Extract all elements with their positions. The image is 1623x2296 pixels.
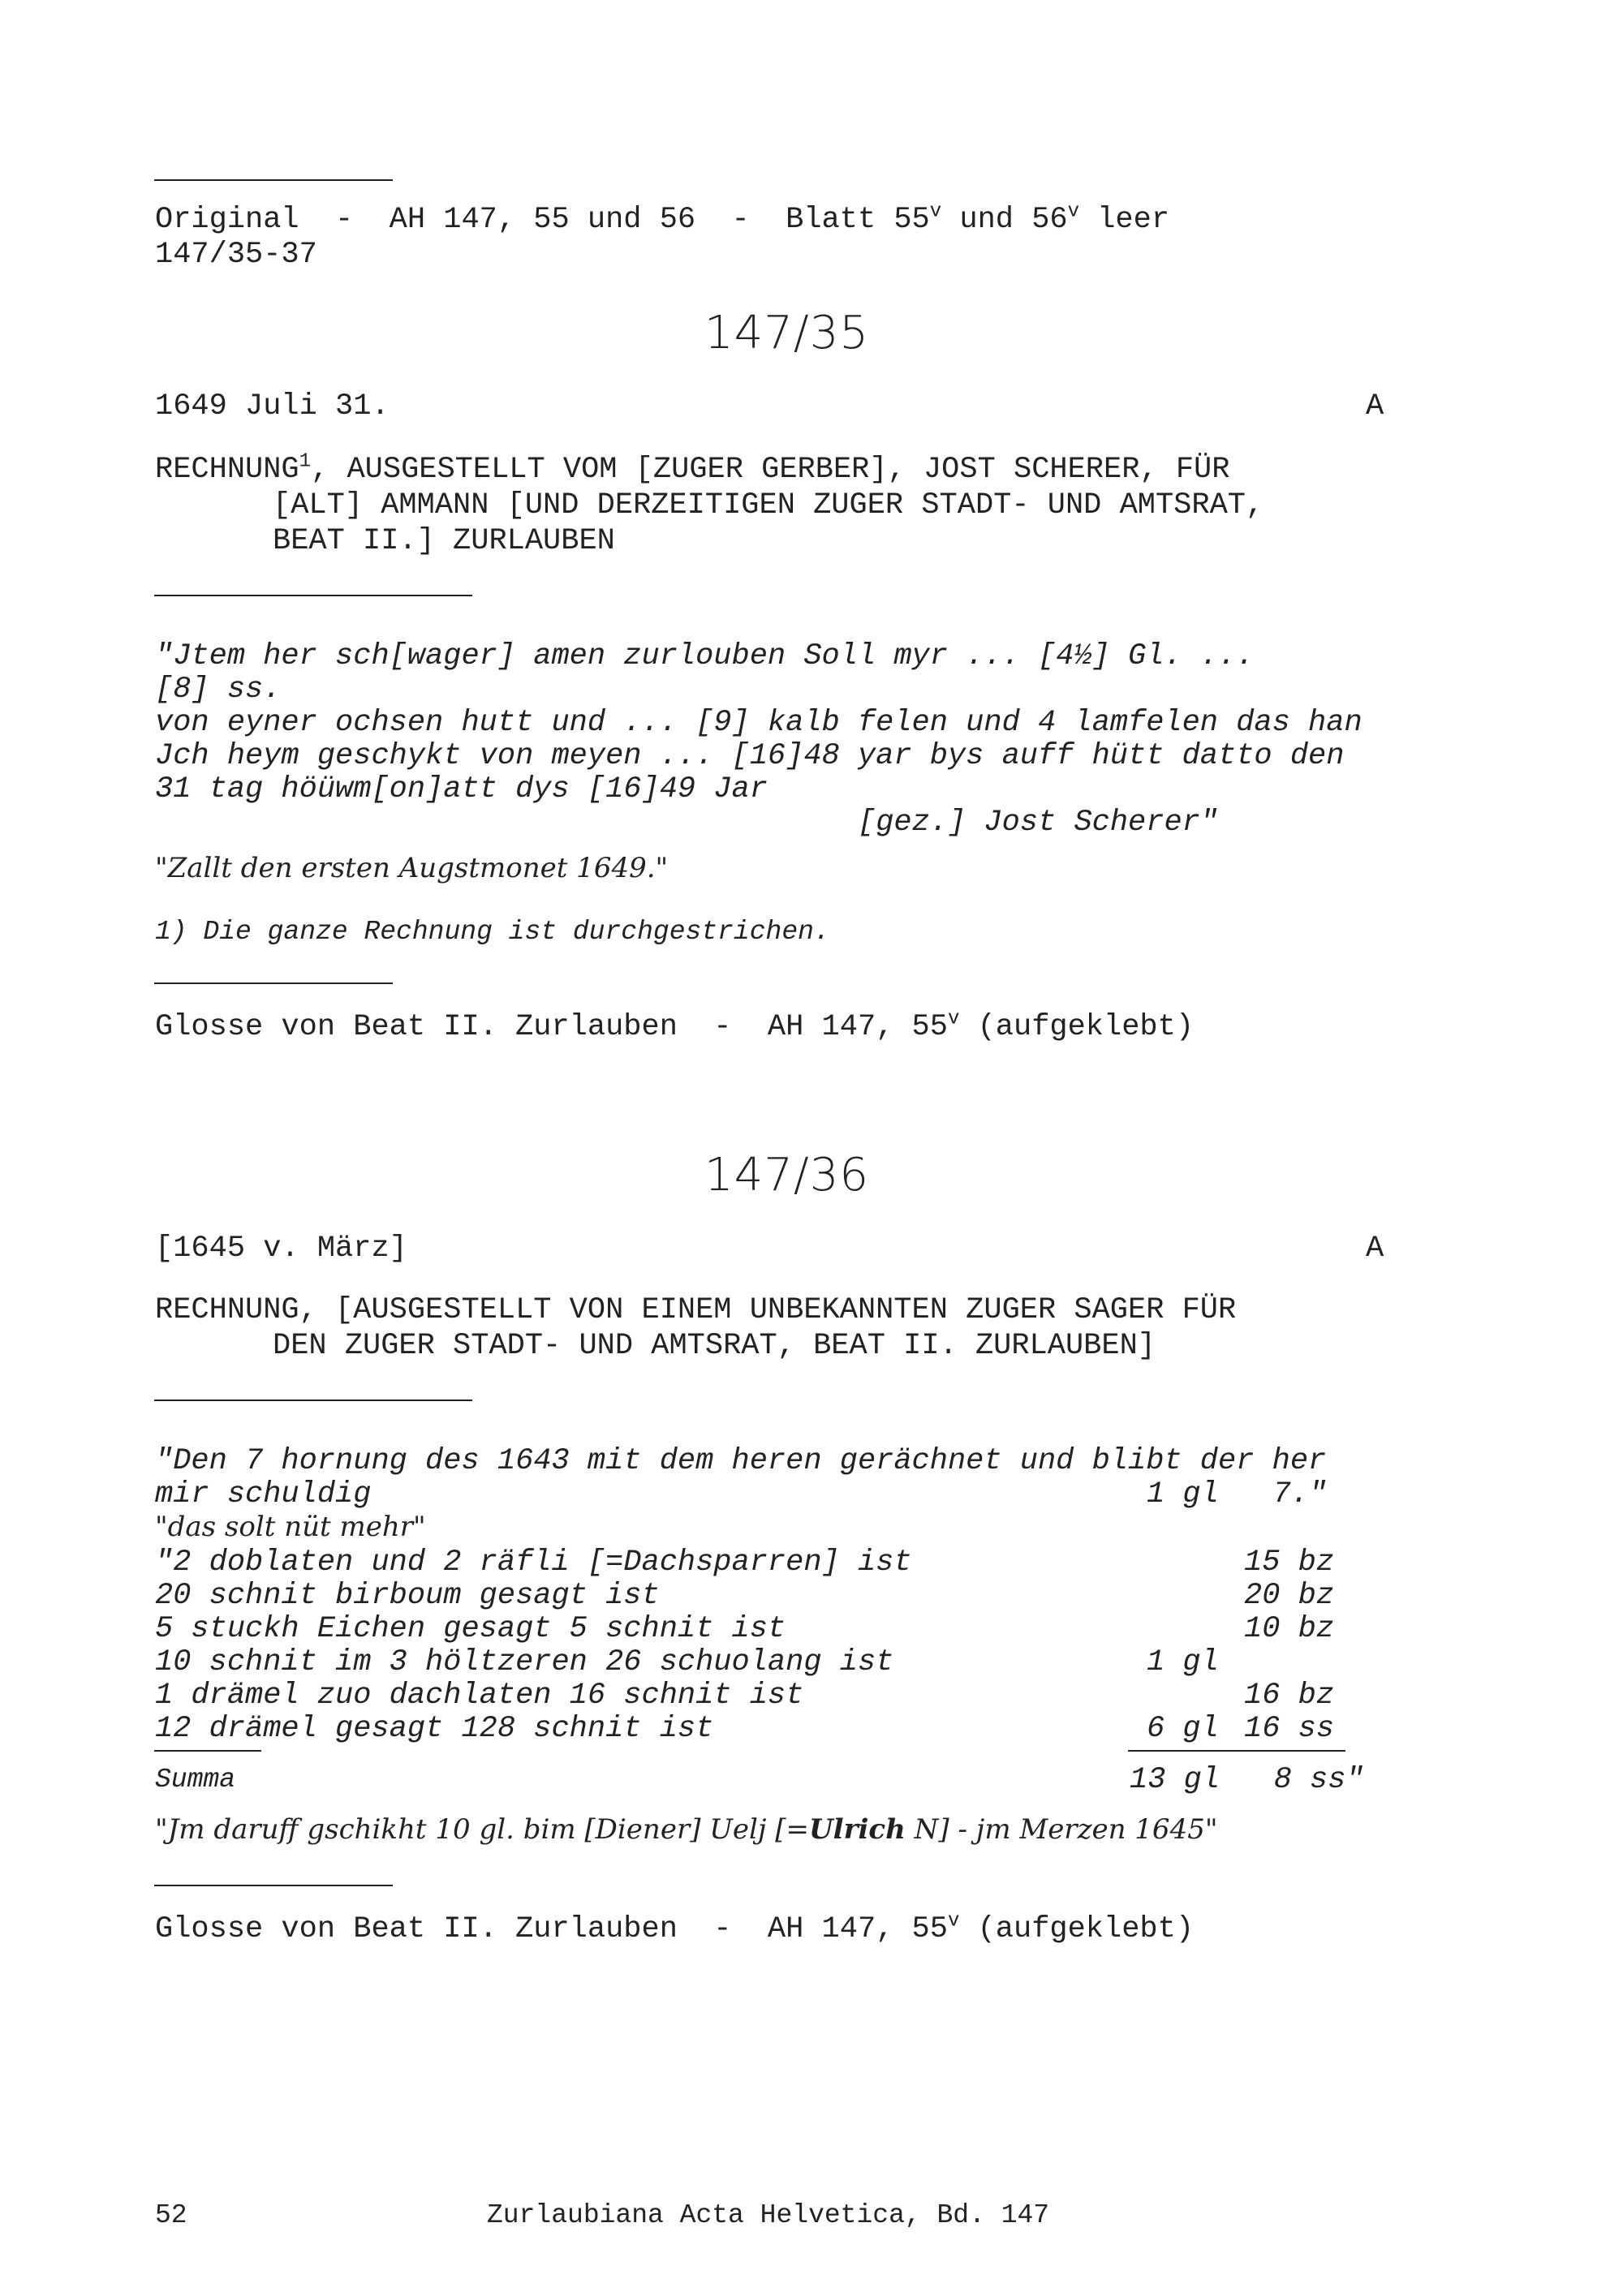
- document-number: 147/36: [704, 1149, 870, 1202]
- document-date: [1645 v. März]: [155, 1232, 407, 1266]
- summa-label: Summa: [155, 1765, 236, 1795]
- source-line: Original - AH 147, 55 und 56 - Blatt 55$^v$ und 56$^v$ leer: [155, 200, 1170, 237]
- section-rule: [154, 982, 393, 984]
- summa-amount: 13 gl 8 ss": [1130, 1763, 1364, 1797]
- list-item: 5 stuckh Eichen gesagt 5 schnit ist: [155, 1612, 786, 1646]
- list-item: 20 schnit birboum gesagt ist: [155, 1579, 660, 1613]
- document-range: 147/35-37: [155, 238, 317, 272]
- document-title-line: [ALT] AMMANN [UND DERZEITIGEN ZUGER STADT- UND AMTSRAT,: [273, 488, 1264, 522]
- amount: 6 gl: [1147, 1712, 1219, 1746]
- section-rule: [154, 1400, 472, 1401]
- list-item: 1 drämel zuo dachlaten 16 schnit ist: [155, 1679, 804, 1713]
- amount: 20 bz: [1244, 1579, 1335, 1613]
- signature: [gez.] Jost Scherer": [858, 806, 1219, 840]
- sum-rule: [154, 1750, 261, 1752]
- glosse-line: Glosse von Beat II. Zurlauben - AH 147, 55$^v$ (aufgeklebt): [155, 1910, 1195, 1946]
- transcription-line: "Jtem her sch[wager] amen zurlouben Soll myr ... [4½] Gl. ...: [155, 639, 1255, 673]
- list-item: 10 schnit im 3 höltzeren 26 schuolang ist: [155, 1645, 894, 1679]
- page-number: 52: [155, 2200, 187, 2230]
- sum-rule: [1128, 1750, 1345, 1752]
- transcription-line: 31 tag höüwm[on]att dys [16]49 Jar: [155, 772, 768, 806]
- transcription-line: Jch heym geschykt von meyen ... [16]48 yar bys auff hütt datto den: [155, 739, 1345, 773]
- document-title: RECHNUNG$^1$, AUSGESTELLT VOM [ZUGER GERBER], JOST SCHERER, FÜR: [155, 450, 1230, 487]
- amount: 1 gl 7.": [1147, 1477, 1328, 1511]
- handwritten-note: "Zallt den ersten Augstmonet 1649.": [155, 852, 669, 884]
- top-rule: [154, 179, 393, 181]
- amount: 16 ss: [1244, 1712, 1335, 1746]
- glosse-line: Glosse von Beat II. Zurlauben - AH 147, 55$^v$ (aufgeklebt): [155, 1008, 1195, 1044]
- document-date: 1649 Juli 31.: [155, 389, 390, 424]
- transcription-line: "Den 7 hornung des 1643 mit dem heren gerächnet und blibt der her: [155, 1444, 1327, 1478]
- handwritten-note: "Jm daruff gschikht 10 gl. bim [Diener] Uelj [=Ulrich N] - jm Merzen 1645": [155, 1813, 1218, 1846]
- series-title: Zurlaubiana Acta Helvetica, Bd. 147: [487, 2200, 1050, 2230]
- amount: 10 bz: [1244, 1612, 1335, 1646]
- document-title-line: BEAT II.] ZURLAUBEN: [273, 524, 615, 558]
- amount: 1 gl: [1147, 1645, 1219, 1679]
- section-rule: [154, 595, 472, 596]
- document-marker: A: [1366, 1232, 1384, 1266]
- document-title-line: DEN ZUGER STADT- UND AMTSRAT, BEAT II. ZURLAUBEN]: [273, 1329, 1156, 1363]
- transcription-line: von eyner ochsen hutt und ... [9] kalb felen und 4 lamfelen das han: [155, 706, 1363, 740]
- document-marker: A: [1366, 389, 1384, 424]
- document-title: RECHNUNG, [AUSGESTELLT VON EINEM UNBEKANNTEN ZUGER SAGER FÜR: [155, 1293, 1237, 1327]
- transcription-line: [8] ss.: [155, 673, 282, 707]
- list-item: 12 drämel gesagt 128 schnit ist: [155, 1712, 714, 1746]
- handwritten-note: "das solt nüt mehr": [155, 1511, 426, 1543]
- document-number: 147/35: [704, 307, 870, 359]
- amount: 15 bz: [1244, 1546, 1335, 1580]
- footnote: 1) Die ganze Rechnung ist durchgestrichen.: [155, 917, 830, 947]
- list-item: "2 doblaten und 2 räfli [=Dachsparren] ist: [155, 1546, 912, 1580]
- section-rule: [154, 1885, 393, 1886]
- transcription-line: mir schuldig: [155, 1477, 372, 1511]
- amount: 16 bz: [1244, 1679, 1335, 1713]
